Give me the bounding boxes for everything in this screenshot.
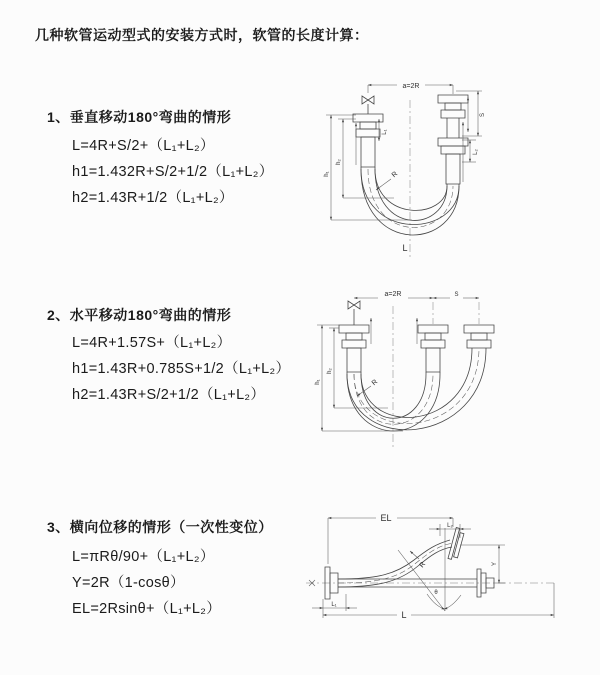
- label-theta: θ: [434, 590, 438, 596]
- section-1-formula-L: L=4R+S/2+（L₁+L₂）: [72, 138, 215, 154]
- label-r: R: [370, 378, 380, 388]
- label-r: R: [418, 560, 428, 570]
- dimension-a2r: [354, 291, 433, 298]
- section-2-heading: 2、水平移动180°弯曲的情形: [47, 307, 232, 323]
- section-3-formula-EL: EL=2Rsinθ+（L₁+L₂）: [72, 601, 222, 617]
- diagram-horizontal-180-bend: [308, 278, 600, 458]
- label-l: L: [402, 243, 408, 253]
- dim-h2-label: h₂: [327, 368, 333, 374]
- dim-a2r-label: a=2R: [402, 83, 420, 90]
- dim-y-label: Y: [492, 561, 498, 567]
- section-1-formula-h2: h2=1.43R+1/2（L₁+L₂）: [72, 190, 234, 206]
- section-2-formula-h1: h1=1.43R+0.785S+1/2（L₁+L₂）: [72, 361, 291, 377]
- section-2-formula-h2: h2=1.43R+S/2+1/2（L₁+L₂）: [72, 387, 266, 403]
- dim-a2r-label: a=2R: [384, 291, 402, 298]
- valve-icon: [348, 301, 360, 325]
- hose-displaced-position: [338, 528, 465, 587]
- dimension-s: [433, 292, 479, 298]
- section-1-formula-h1: h1=1.432R+S/2+1/2（L₁+L₂）: [72, 164, 274, 180]
- middle-fitting: [418, 325, 448, 374]
- dim-s-label: S: [454, 292, 459, 298]
- label-r: R: [390, 170, 400, 180]
- dim-s-label: S: [480, 112, 486, 118]
- section-3-formula-Y: Y=2R（1-cosθ）: [72, 575, 185, 591]
- dim-h1-label: h₁: [315, 379, 321, 385]
- radius-leader: [357, 379, 379, 396]
- valve-icon: [362, 96, 374, 114]
- radius-leader: [410, 551, 427, 569]
- left-fitting: [339, 325, 369, 374]
- section-3-formula-L: L=πRθ/90+（L₁+L₂）: [72, 549, 215, 565]
- section-3-heading: 3、横向位移的情形（一次性变位）: [47, 519, 273, 535]
- dimension-l: [323, 583, 554, 620]
- right-fitting-moved: [464, 325, 494, 348]
- page-title: 几种软管运动型式的安装方式时，软管的长度计算：: [35, 27, 369, 43]
- centerline: [393, 302, 479, 450]
- diagram-vertical-180-bend: [312, 70, 597, 265]
- dimension-l2: [429, 523, 471, 538]
- dimension-a2r: [368, 83, 453, 94]
- angle-construction: [398, 528, 461, 611]
- section-2-formula-L: L=4R+1.57S+（L₁+L₂）: [72, 335, 232, 351]
- dim-h1-label: h₁: [324, 171, 330, 177]
- dim-l2-label: L₂: [447, 523, 453, 529]
- diagram-lateral-displacement: [298, 498, 600, 653]
- dim-l1-label: L₁: [331, 602, 337, 608]
- dim-el-label: EL: [380, 513, 392, 523]
- dim-l1-label: L₁: [382, 129, 388, 135]
- dimension-l1: [312, 594, 357, 611]
- fitting-reference-arrows: [371, 318, 417, 344]
- dimension-y: [460, 545, 505, 583]
- dimension-el: [328, 513, 453, 564]
- dim-l2-label: L₂: [473, 149, 479, 155]
- right-fitting: [438, 95, 468, 186]
- dimension-l2: [462, 140, 479, 162]
- radius-leader: [376, 171, 399, 190]
- section-1-heading: 1、垂直移动180°弯曲的情形: [47, 109, 232, 125]
- left-fitting: [353, 114, 388, 169]
- dim-l-label: L: [401, 610, 407, 620]
- hose-u-curves: [347, 348, 486, 431]
- dim-h2-label: h₂: [336, 159, 342, 165]
- dimension-s: [456, 91, 486, 136]
